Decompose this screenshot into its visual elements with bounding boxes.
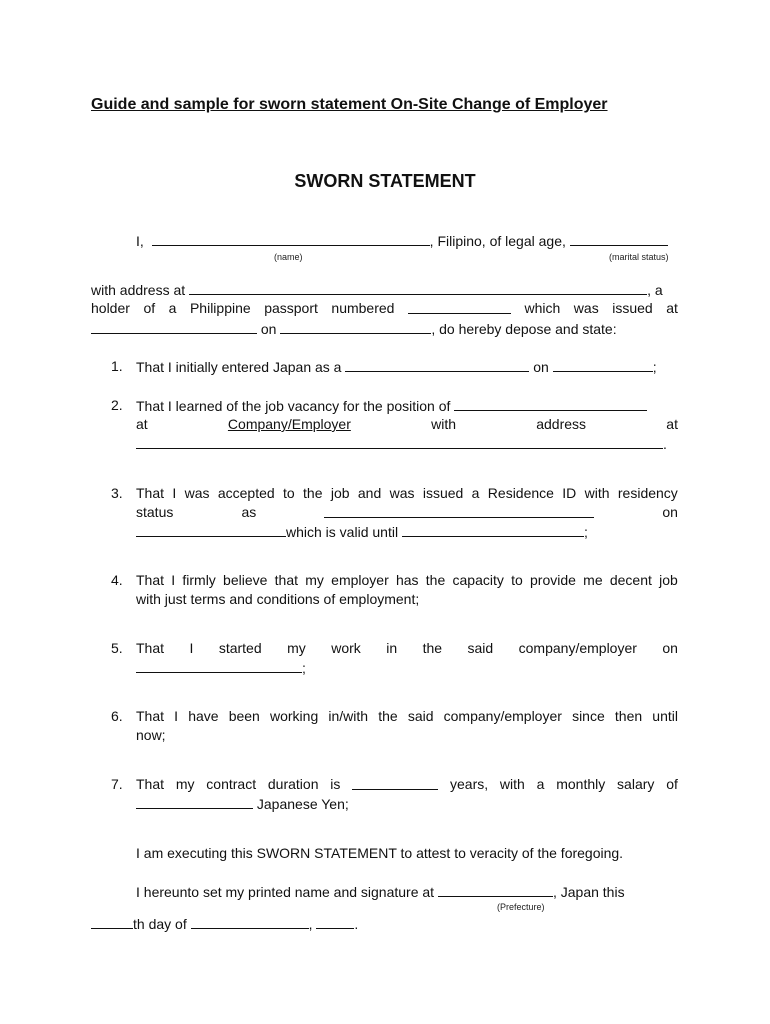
item-5-number: 5. xyxy=(111,640,123,656)
text-word: the xyxy=(425,572,446,588)
item-6-line-2: now; xyxy=(136,727,166,743)
text-word: holder xyxy=(91,300,130,316)
text-word: issued xyxy=(612,300,653,316)
item-6-number: 6. xyxy=(111,708,123,724)
text-word: address xyxy=(536,416,587,432)
item-1-number: 1. xyxy=(111,358,123,374)
text-word: I xyxy=(171,572,176,588)
text-word: monthly xyxy=(556,776,606,792)
text-word: job xyxy=(659,572,678,588)
text-word: with xyxy=(584,485,610,501)
guide-title: Guide and sample for sworn statement On-Site Change of Employer xyxy=(91,96,608,113)
item-7-line-1 xyxy=(136,775,678,793)
text-word: capacity xyxy=(452,572,504,588)
text-word: decent xyxy=(609,572,652,588)
item-5-line-2: ; xyxy=(136,658,306,677)
item-3-line-2 xyxy=(136,503,678,521)
address-line: with address at , a xyxy=(91,282,663,298)
text-word: company/employer xyxy=(443,708,562,724)
item-4-line-2: with just terms and conditions of employment; xyxy=(136,591,420,607)
residency-issue-date-blank xyxy=(136,522,286,537)
text-word: salary xyxy=(617,776,655,792)
text-word: that xyxy=(274,572,299,588)
text-word: contract xyxy=(206,776,257,792)
text-word: That xyxy=(136,485,165,501)
item-7-number: 7. xyxy=(111,776,123,792)
text-word: passport xyxy=(264,300,318,316)
text-word: on xyxy=(662,640,678,656)
text-word: to xyxy=(283,485,295,501)
text-word: was xyxy=(389,485,415,501)
text-word: That xyxy=(136,776,165,792)
text-word: work xyxy=(331,640,361,656)
text-word: working xyxy=(269,708,319,724)
text-word: of xyxy=(143,300,156,316)
text-word: in xyxy=(386,640,398,656)
contract-years-blank xyxy=(352,775,438,790)
position-blank xyxy=(454,396,647,411)
item-6-line-1 xyxy=(136,707,678,725)
text-word: me xyxy=(583,572,603,588)
text-word: That xyxy=(136,572,165,588)
text-word: provide xyxy=(530,572,576,588)
text-word: on xyxy=(662,504,678,520)
item-7-line-2: Japanese Yen; xyxy=(136,794,349,813)
text-word: I xyxy=(172,485,177,501)
text-word: numbered xyxy=(331,300,395,316)
marital-status-caption: (marital status) xyxy=(609,252,669,262)
text-word: employer xyxy=(331,572,389,588)
text-word: accepted xyxy=(217,485,275,501)
text-word: since xyxy=(572,708,605,724)
text-word: then xyxy=(614,708,643,724)
item-4-line-1 xyxy=(136,571,678,589)
text-word: as xyxy=(241,504,257,520)
document-title: SWORN STATEMENT xyxy=(294,171,476,191)
text-word: in/with xyxy=(328,708,369,724)
residency-status-blank xyxy=(324,503,594,518)
text-word: residency xyxy=(617,485,678,501)
text-word: said xyxy=(407,708,434,724)
company-address-blank xyxy=(136,434,663,449)
date-line: th day of , . xyxy=(91,914,358,933)
text-word: company/employer xyxy=(518,640,637,656)
item-1-line: That I initially entered Japan as a on ; xyxy=(136,359,657,375)
text-word: status xyxy=(136,504,174,520)
text-word: a xyxy=(168,300,177,316)
valid-until-blank xyxy=(402,522,584,537)
hereunto-line: I hereunto set my printed name and signature at , Japan this xyxy=(136,884,625,900)
text-word: is xyxy=(330,776,341,792)
text-word: That xyxy=(136,708,165,724)
entry-visa-blank xyxy=(345,357,529,372)
company-employer-label: Company/Employer xyxy=(227,416,351,432)
text-word: my xyxy=(175,776,195,792)
day-blank xyxy=(91,914,133,929)
text-word: my xyxy=(287,640,306,656)
prefecture-blank xyxy=(438,882,553,897)
text-word: have xyxy=(188,708,219,724)
item-2-line-1: That I learned of the job vacancy for the position of xyxy=(136,396,647,415)
text-word: my xyxy=(305,572,324,588)
text-word: and xyxy=(357,485,382,501)
text-word: said xyxy=(467,640,494,656)
text-word: with xyxy=(431,416,456,432)
year-blank xyxy=(316,914,354,929)
text-word: has xyxy=(395,572,419,588)
item-2-line-2 xyxy=(136,415,678,433)
text-word: Residence xyxy=(487,485,554,501)
text-word: was xyxy=(573,300,599,316)
text-word: of xyxy=(666,776,678,792)
issued-date-blank xyxy=(280,319,431,334)
item-5-line-1 xyxy=(136,639,678,657)
text-word: a xyxy=(471,485,480,501)
text-word: at xyxy=(136,416,148,432)
item-3-line-3: which is valid until ; xyxy=(136,522,588,541)
text-word: been xyxy=(228,708,260,724)
text-word: issued xyxy=(422,485,464,501)
monthly-salary-blank xyxy=(136,794,253,809)
item-3-line-1 xyxy=(136,484,678,502)
issued-line: on , do hereby depose and state: xyxy=(91,319,617,338)
text-word: That xyxy=(136,640,165,656)
prefecture-caption: (Prefecture) xyxy=(497,902,545,912)
text-word: Philippine xyxy=(189,300,251,316)
passport-number-blank xyxy=(408,299,511,314)
issued-place-blank xyxy=(91,319,257,334)
item-4-number: 4. xyxy=(111,572,123,588)
text-word: started xyxy=(218,640,262,656)
text-word: until xyxy=(652,708,678,724)
intro-line-1: I, , Filipino, of legal age, xyxy=(136,231,668,250)
text-word: firmly xyxy=(182,572,216,588)
text-word: ID xyxy=(562,485,577,501)
text-word: job xyxy=(330,485,350,501)
name-blank xyxy=(152,231,430,246)
text-word: I xyxy=(174,708,179,724)
address-blank xyxy=(189,280,647,295)
text-word: the xyxy=(378,708,398,724)
start-date-blank xyxy=(136,658,302,673)
name-caption: (name) xyxy=(274,252,303,262)
item-3-number: 3. xyxy=(111,485,123,501)
text-word: the xyxy=(303,485,323,501)
text-word: years, xyxy=(450,776,489,792)
text-word: the xyxy=(422,640,443,656)
item-2-line-3: . xyxy=(136,434,667,453)
text-word: was xyxy=(184,485,210,501)
text-word: with xyxy=(499,776,525,792)
text-word: a xyxy=(536,776,545,792)
month-blank xyxy=(191,914,309,929)
entry-date-blank xyxy=(553,357,653,372)
text-word: which xyxy=(524,300,561,316)
text-word: believe xyxy=(223,572,268,588)
marital-status-blank xyxy=(570,231,668,246)
text-word: at xyxy=(666,300,678,316)
item-2-number: 2. xyxy=(111,397,123,413)
text-word: at xyxy=(666,416,678,432)
executing-paragraph: I am executing this SWORN STATEMENT to attest to veracity of the foregoing. xyxy=(136,845,624,861)
text-word: I xyxy=(189,640,194,656)
text-word: to xyxy=(511,572,523,588)
passport-line xyxy=(91,299,678,317)
text-word: duration xyxy=(267,776,319,792)
